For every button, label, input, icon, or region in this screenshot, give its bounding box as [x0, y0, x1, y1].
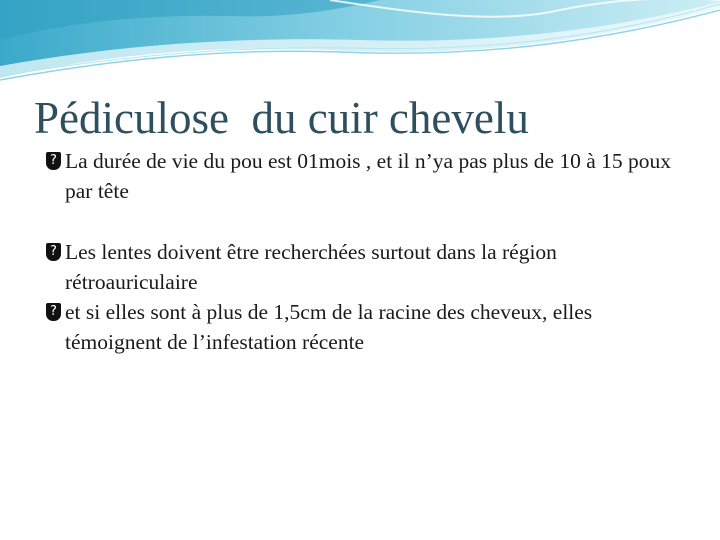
missing-glyph-bullet-icon: ? — [46, 243, 61, 261]
bullet-text: et si elles sont à plus de 1,5cm de la racine des cheveux, elles témoignent de l’infestation récente — [65, 300, 593, 354]
missing-glyph-bullet-icon: ? — [46, 303, 61, 321]
slide-title: Pédiculose du cuir chevelu — [34, 93, 529, 143]
missing-glyph-bullet-icon: ? — [46, 152, 61, 170]
bullet-list — [46, 146, 686, 357]
bullet-item — [46, 237, 686, 297]
bullet-item — [46, 297, 686, 357]
header-wave-decoration — [0, 0, 720, 90]
bullet-text: La durée de vie du pou est 01mois , et il n’ya pas plus de 10 à 15 poux par tête — [65, 149, 672, 203]
bullet-item — [46, 146, 686, 206]
bullet-text: Les lentes doivent être recherchées surtout dans la région rétroauriculaire — [65, 240, 557, 294]
